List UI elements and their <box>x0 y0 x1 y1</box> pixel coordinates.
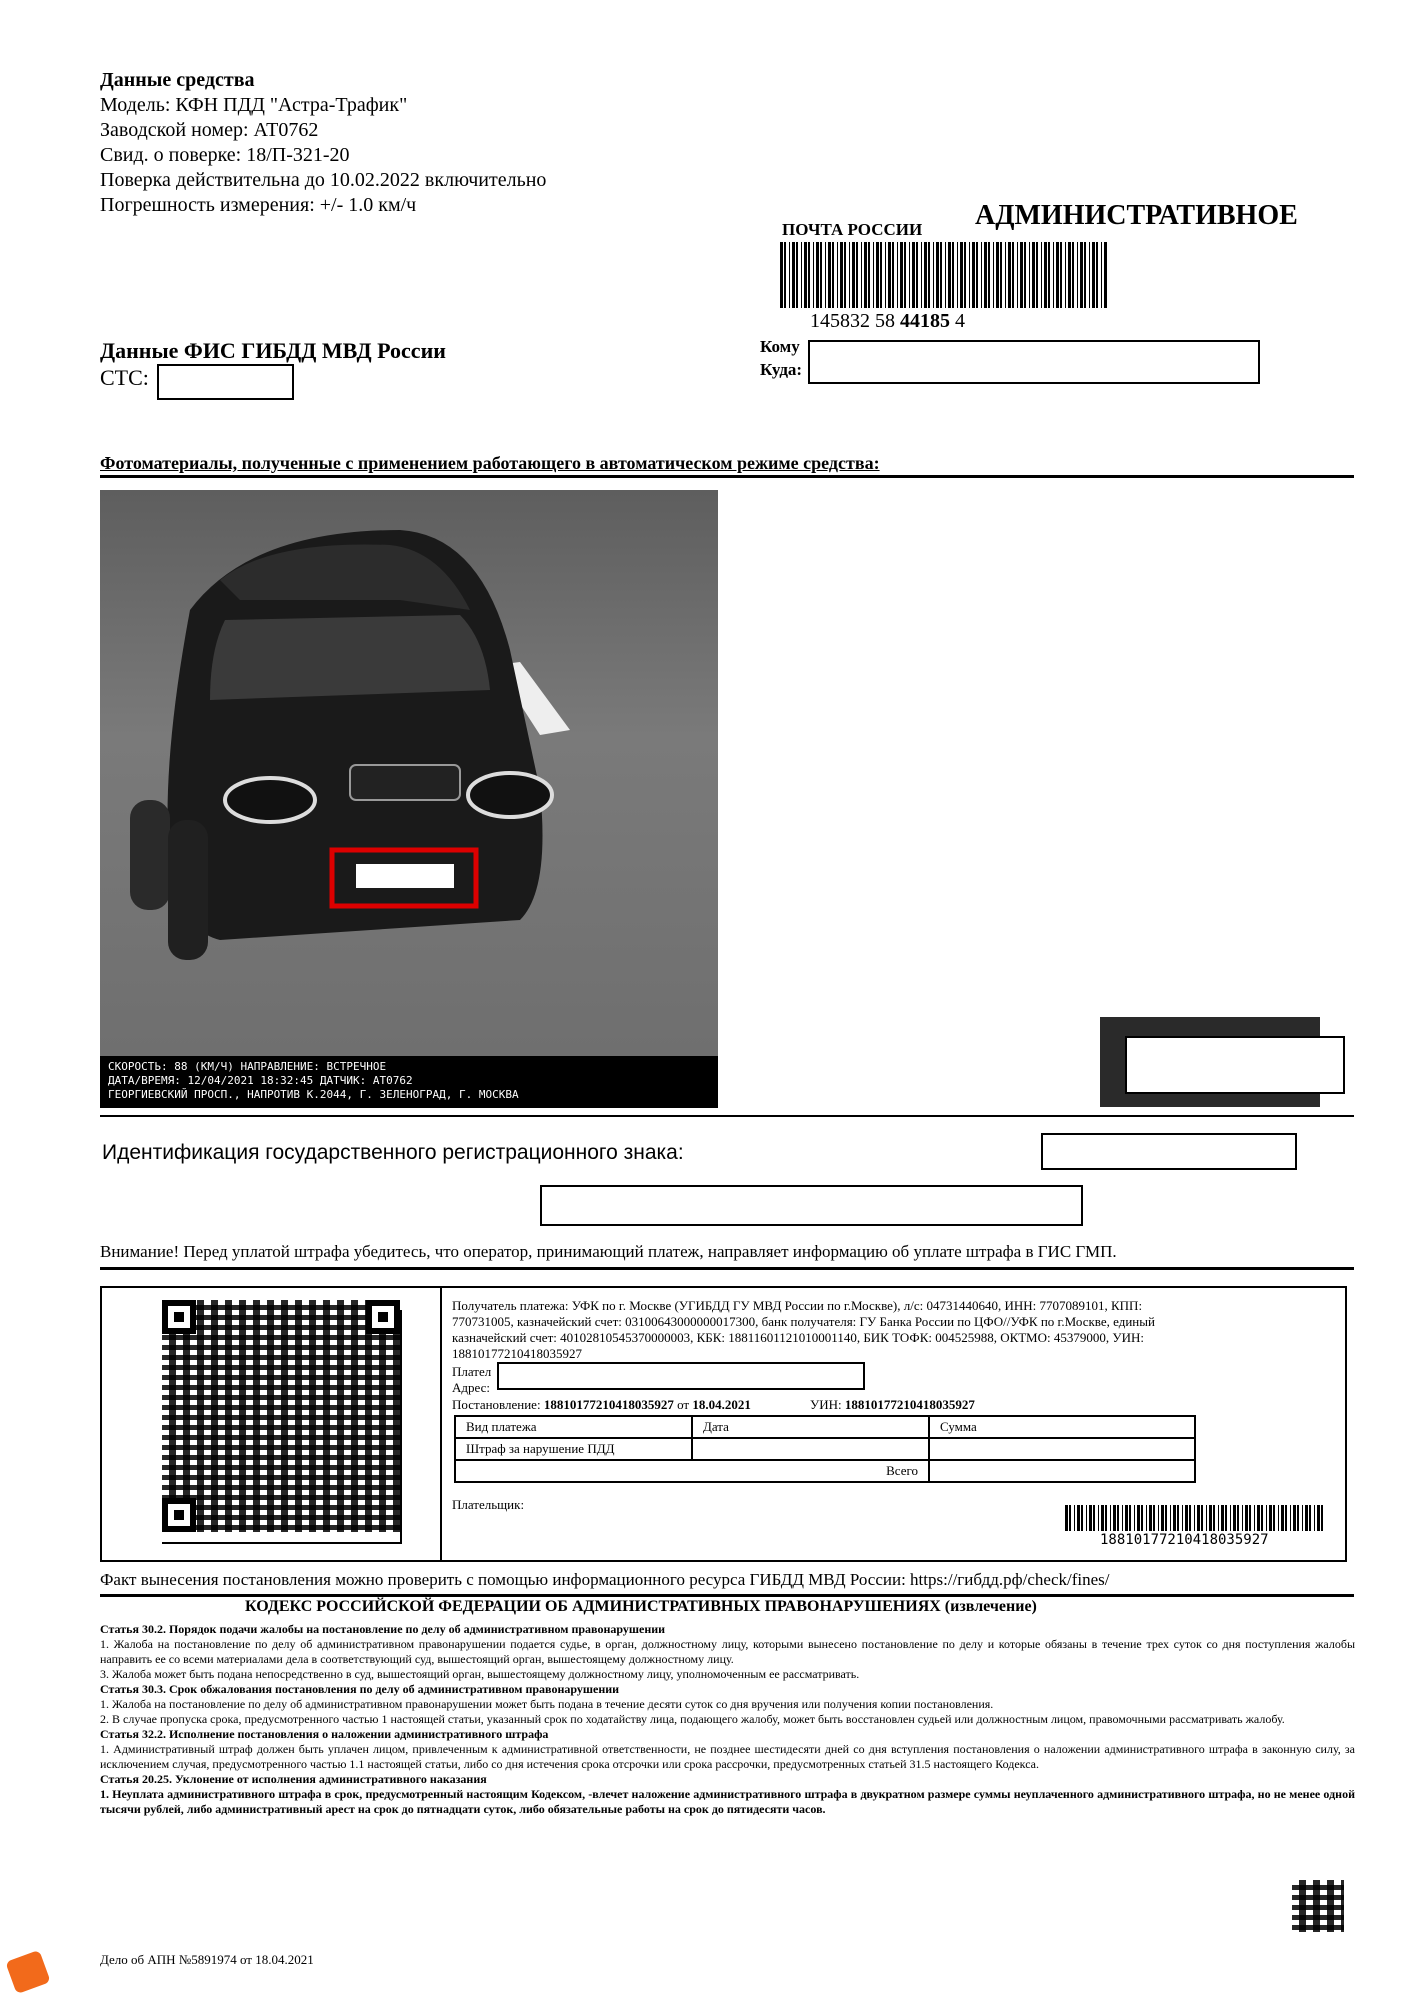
barcode-bar <box>825 242 826 308</box>
barcode-bar <box>804 242 807 308</box>
barcode-bar <box>1230 1505 1231 1531</box>
case-number: Дело об АПН №5891974 от 18.04.2021 <box>100 1952 314 1967</box>
barcode-bar <box>1060 242 1062 308</box>
barcode-bar <box>1293 1505 1296 1531</box>
barcode-bar <box>996 242 999 308</box>
barcode-bar <box>1086 1505 1087 1531</box>
qr-corner <box>162 1542 402 1544</box>
row-date <box>692 1438 929 1460</box>
device-heading: Данные средства <box>100 69 255 91</box>
barcode-bar <box>1194 1505 1195 1531</box>
barcode-bar <box>1213 1505 1215 1531</box>
barcode-bar <box>921 242 922 308</box>
barcode-bar <box>1249 1505 1251 1531</box>
barcode-bar <box>1077 1505 1080 1531</box>
barcode-bar <box>792 242 795 308</box>
barcode-bar <box>1233 1505 1236 1531</box>
barcode-bar <box>1069 1505 1071 1531</box>
barcode-bar <box>1209 1505 1212 1531</box>
payment-warning: Внимание! Перед уплатой штрафа убедитесь, что оператор, принимающий платеж, направляет информацию об уплате штрафа в ГИС ГМП. <box>100 1242 1117 1261</box>
barcode-bar <box>796 242 798 308</box>
barcode-bar <box>1153 1505 1155 1531</box>
barcode-bar <box>912 242 915 308</box>
barcode-bar <box>1125 1505 1128 1531</box>
post-barcode-number <box>810 310 965 333</box>
article-32-2-title: Статья 32.2. Исполнение постановления о наложении административного штрафа <box>100 1727 549 1741</box>
payer-redacted <box>497 1362 865 1390</box>
footer-qr-code <box>1292 1880 1344 1932</box>
barcode-bar <box>885 242 886 308</box>
sts-label: СТС: <box>100 365 149 390</box>
barcode-bar <box>1084 242 1086 308</box>
barcode-bar <box>1170 1505 1171 1531</box>
payment-barcode <box>1065 1505 1327 1531</box>
barcode-bar <box>1297 1505 1299 1531</box>
barcode-bar <box>900 242 903 308</box>
uin-label: УИН: <box>810 1397 845 1412</box>
barcode-bar <box>1096 242 1098 308</box>
barcode-bar <box>801 242 802 308</box>
uin-line <box>810 1397 975 1413</box>
barcode-prefix: 145832 58 <box>810 310 900 332</box>
barcode-bar <box>1146 1505 1147 1531</box>
plate-identification-label: Идентификация государственного регистрационного знака: <box>102 1141 684 1164</box>
barcode-bar <box>873 242 874 308</box>
article-32-2-p1: 1. Административный штраф должен быть уплачен лицом, привлеченным к административной ответственности, не позднее шестидесяти дней со дня вступления постановления о наложении административного штрафа в законную силу, за исключением случая, предусмотренного частью 1.1 настоящей статьи, либо со дня истечения срока отсрочки или срока рассрочки, предусмотренных статьей 31.5 настоящего Кодекса. <box>100 1742 1355 1771</box>
barcode-bar <box>1165 1505 1167 1531</box>
barcode-bar <box>1245 1505 1248 1531</box>
barcode-bar <box>936 242 939 308</box>
barcode-bar <box>897 242 898 308</box>
barcode-bar <box>1317 1505 1320 1531</box>
barcode-bar <box>1141 1505 1143 1531</box>
barcode-bar <box>1189 1505 1191 1531</box>
barcode-bar <box>1122 1505 1123 1531</box>
barcode-bar <box>1053 242 1054 308</box>
barcode-bar <box>1074 1505 1075 1531</box>
barcode-bar <box>1017 242 1018 308</box>
barcode-bar <box>868 242 870 308</box>
barcode-bar <box>1044 242 1047 308</box>
col-date: Дата <box>692 1416 929 1438</box>
barcode-bar <box>916 242 918 308</box>
total-label: Всего <box>455 1460 929 1482</box>
barcode-bar <box>1257 1505 1260 1531</box>
barcode-bar <box>981 242 982 308</box>
payer-short-label: Плател <box>452 1364 492 1379</box>
barcode-bar <box>1269 1505 1272 1531</box>
barcode-bar <box>1273 1505 1275 1531</box>
barcode-bar <box>933 242 934 308</box>
barcode-bar <box>1314 1505 1315 1531</box>
barcode-bar <box>1020 242 1023 308</box>
article-30-2-p3: 3. Жалоба может быть подана непосредственно в суд, вышестоящий орган, вышестоящему должностному лицу, уполномоченным ее рассматривать. <box>100 1667 860 1681</box>
row-sum <box>929 1438 1195 1460</box>
barcode-bar <box>1225 1505 1227 1531</box>
barcode-bar <box>1117 1505 1119 1531</box>
barcode-bar <box>957 242 958 308</box>
decree-line <box>452 1397 751 1413</box>
barcode-bar <box>993 242 994 308</box>
barcode-bar <box>1290 1505 1291 1531</box>
barcode-bar <box>1161 1505 1164 1531</box>
barcode-bar <box>1149 1505 1152 1531</box>
sts-redacted <box>157 364 294 400</box>
plate-redacted-2 <box>540 1185 1083 1226</box>
decree-number: 18810177210418035927 <box>543 1397 674 1412</box>
letter-type-title: АДМИНИСТРАТИВНОЕ <box>975 200 1298 231</box>
barcode-bar <box>928 242 930 308</box>
article-30-3-p1: 1. Жалоба на постановление по делу об административном правонарушении может быть подана в течение десяти суток со дня вручения или получения копии постановления. <box>100 1697 994 1711</box>
photo-divider <box>100 1115 1354 1117</box>
code-title <box>245 1598 1037 1616</box>
total-value <box>929 1460 1195 1482</box>
post-barcode <box>780 242 1110 308</box>
barcode-bar <box>1012 242 1014 308</box>
barcode-bar <box>1104 242 1107 308</box>
barcode-bar <box>1065 242 1066 308</box>
qr-corner <box>400 1310 402 1543</box>
barcode-bar <box>861 242 862 308</box>
post-label: ПОЧТА РОССИИ <box>782 220 923 239</box>
fis-heading: Данные ФИС ГИБДД МВД России <box>100 338 446 363</box>
article-20-25-title: Статья 20.25. Уклонение от исполнения административного наказания <box>100 1772 487 1786</box>
qr-finder <box>162 1498 196 1532</box>
barcode-bar <box>1177 1505 1179 1531</box>
payment-barcode-number: 18810177210418035927 <box>1100 1532 1269 1548</box>
payment-recipient: Получатель платежа: УФК по г. Москве (УГИБДД ГУ МВД России по г.Москве), л/с: 04731440640, ИНН: 7707089101, КПП: 770731005, казначейский счет: 03100643000000017300, банк получателя: ГУ Банка России по ЦФО//УФК по г.Москве, единый казначейский счет: 40102810545370000003, КБК: 18811601121010001140, БИК ТОФК: 004525988, ОКТМО: 45379000, УИН: 18810177210418035927 <box>452 1298 1155 1361</box>
barcode-bar <box>1048 242 1050 308</box>
barcode-bar <box>808 242 810 308</box>
barcode-bar <box>1077 242 1078 308</box>
barcode-bar <box>1309 1505 1311 1531</box>
caption-speed: СКОРОСТЬ: 88 (КМ/Ч) НАПРАВЛЕНИЕ: ВСТРЕЧНОЕ <box>108 1060 387 1073</box>
barcode-bar <box>813 242 814 308</box>
barcode-bar <box>1032 242 1035 308</box>
barcode-bar <box>1041 242 1042 308</box>
barcode-bar <box>888 242 891 308</box>
payment-qr-code <box>162 1300 400 1532</box>
barcode-bar <box>904 242 906 308</box>
photos-divider <box>100 475 1354 478</box>
barcode-bar <box>1129 1505 1131 1531</box>
barcode-bar <box>784 242 786 308</box>
barcode-bar <box>1092 242 1095 308</box>
barcode-bar <box>1081 1505 1083 1531</box>
table-total-row <box>455 1460 1195 1482</box>
barcode-bar <box>1261 1505 1263 1531</box>
payment-separator <box>440 1286 442 1560</box>
barcode-bar <box>892 242 894 308</box>
photos-heading: Фотоматериалы, полученные с применением работающего в автоматическом режиме средства: <box>100 453 880 473</box>
barcode-bar <box>1110 1505 1111 1531</box>
recipient-redacted <box>808 340 1260 384</box>
barcode-bar <box>1000 242 1002 308</box>
check-fact: Факт вынесения постановления можно проверить с помощью информационного ресурса ГИБДД МВД России: https://гибдд.рф/check/fines/ <box>100 1570 1110 1589</box>
col-payment-type: Вид платежа <box>455 1416 692 1438</box>
article-30-2-title: Статья 30.2. Порядок подачи жалобы на постановление по делу об административном правонарушении <box>100 1622 666 1636</box>
caption-datetime: ДАТА/ВРЕМЯ: 12/04/2021 18:32:45 ДАТЧИК: АТ0762 <box>108 1074 413 1087</box>
barcode-bar <box>1101 1505 1104 1531</box>
barcode-bar <box>1281 1505 1284 1531</box>
article-20-25-p1: 1. Неуплата административного штрафа в срок, предусмотренный настоящим Кодексом, -влечет наложение административного штрафа в двукратном размере суммы неуплаченного административного штрафа, но не менее одной тысячи рублей, либо административный арест на срок до пятнадцати суток, либо обязательные работы на срок до пятидесяти часов. <box>100 1787 1355 1816</box>
payment-table <box>454 1415 1196 1483</box>
barcode-bar <box>876 242 879 308</box>
barcode-bar <box>1068 242 1071 308</box>
barcode-bar <box>1266 1505 1267 1531</box>
article-30-3-p2: 2. В случае пропуска срока, предусмотренного частью 1 настоящей статьи, указанный срок по ходатайству лица, подающего жалобу, может быть восстановлен судьей или должностным лицом, правомочными рассматривать жалобу. <box>100 1712 1285 1726</box>
barcode-bar <box>820 242 822 308</box>
code-title-main: КОДЕКС РОССИЙСКОЙ ФЕДЕРАЦИИ ОБ АДМИНИСТРАТИВНЫХ ПРАВОНАРУШЕНИЯХ <box>245 1598 941 1615</box>
car-photo <box>100 490 718 1108</box>
barcode-bar <box>1185 1505 1188 1531</box>
barcode-bar <box>1093 1505 1095 1531</box>
address-label: Адрес: <box>452 1380 490 1395</box>
barcode-bar <box>1134 1505 1135 1531</box>
device-validity: Поверка действительна до 10.02.2022 включительно <box>100 169 547 191</box>
barcode-bar <box>849 242 850 308</box>
qr-finder <box>366 1300 400 1334</box>
device-info <box>100 68 546 218</box>
barcode-bar <box>1080 242 1083 308</box>
barcode-bar <box>864 242 867 308</box>
barcode-bar <box>1278 1505 1279 1531</box>
barcode-bar <box>1221 1505 1224 1531</box>
barcode-bar <box>789 242 790 308</box>
barcode-bar <box>964 242 966 308</box>
barcode-bar <box>1173 1505 1176 1531</box>
barcode-bar <box>1072 242 1074 308</box>
address-label: Куда: <box>760 360 803 379</box>
barcode-bar <box>972 242 975 308</box>
barcode-bar <box>837 242 838 308</box>
barcode-bar <box>1101 242 1102 308</box>
article-30-2-p1: 1. Жалоба на постановление по делу об административном правонарушении подается судье, в орган, должностному лицу, которыми вынесено постановление по делу и которые обязаны в течение трех суток со дня поступления жалобы направить ее со всеми материалами дела в соответствующий суд, вышестоящий орган, вышестоящему должностному лицу. <box>100 1637 1355 1666</box>
barcode-bar <box>960 242 963 308</box>
barcode-bar <box>1254 1505 1255 1531</box>
barcode-bar <box>780 242 783 308</box>
warning-divider <box>100 1267 1354 1270</box>
decree-label: Постановление: <box>452 1397 544 1412</box>
barcode-bar <box>1105 1505 1107 1531</box>
barcode-bar <box>924 242 927 308</box>
barcode-bar <box>1237 1505 1239 1531</box>
barcode-bar <box>1201 1505 1203 1531</box>
uin-value: 18810177210418035927 <box>844 1397 975 1412</box>
barcode-bar <box>1197 1505 1200 1531</box>
barcode-bar <box>840 242 843 308</box>
barcode-bar <box>1098 1505 1099 1531</box>
decree-date: 18.04.2021 <box>692 1397 751 1412</box>
barcode-bar <box>1089 242 1090 308</box>
decree-from: от <box>673 1397 693 1412</box>
barcode-bar <box>1137 1505 1140 1531</box>
barcode-bar <box>1158 1505 1159 1531</box>
barcode-bar <box>1206 1505 1207 1531</box>
plate-crop-redacted <box>1125 1036 1345 1094</box>
barcode-bar <box>828 242 831 308</box>
barcode-bar <box>1089 1505 1092 1531</box>
barcode-bar <box>945 242 946 308</box>
barcode-bar <box>1056 242 1059 308</box>
barcode-bar <box>1005 242 1006 308</box>
barcode-bar <box>1305 1505 1308 1531</box>
corner-logo <box>5 1950 50 1994</box>
barcode-bar <box>984 242 987 308</box>
barcode-suffix: 4 <box>950 310 965 332</box>
barcode-bar <box>940 242 942 308</box>
payer-label: Плательщик: <box>452 1497 525 1512</box>
barcode-bar <box>852 242 855 308</box>
barcode-bar <box>856 242 858 308</box>
barcode-bar <box>1113 1505 1116 1531</box>
barcode-bar <box>1242 1505 1243 1531</box>
table-row <box>455 1438 1195 1460</box>
barcode-bar <box>1065 1505 1068 1531</box>
qr-finder <box>162 1300 196 1334</box>
device-error: Погрешность измерения: +/- 1.0 км/ч <box>100 194 417 216</box>
barcode-bar <box>1008 242 1011 308</box>
table-header-row <box>455 1416 1195 1438</box>
barcode-bar <box>988 242 990 308</box>
row-payment-type: Штраф за нарушение ПДД <box>455 1438 692 1460</box>
barcode-bar <box>1285 1505 1287 1531</box>
barcode-bar <box>1024 242 1026 308</box>
code-title-suffix: (извлечение) <box>940 1598 1037 1615</box>
barcode-bar <box>948 242 951 308</box>
device-serial: Заводской номер: АТ0762 <box>100 119 319 141</box>
barcode-bar <box>1036 242 1038 308</box>
barcode-bar <box>1029 242 1030 308</box>
plate-identification-redacted <box>1041 1133 1297 1170</box>
barcode-bar <box>969 242 970 308</box>
car-illustration <box>100 490 718 1108</box>
device-model: Модель: КФН ПДД "Астра-Трафик" <box>100 94 408 116</box>
col-sum: Сумма <box>929 1416 1195 1438</box>
barcode-bar <box>1302 1505 1303 1531</box>
to-whom-label: Кому <box>760 337 800 356</box>
barcode-bar <box>952 242 954 308</box>
caption-location: ГЕОРГИЕВСКИЙ ПРОСП., НАПРОТИВ К.2044, Г. ЗЕЛЕНОГРАД, Г. МОСКВА <box>108 1088 519 1101</box>
barcode-bar <box>1218 1505 1219 1531</box>
barcode-bar <box>816 242 819 308</box>
barcode-bold: 44185 <box>900 310 950 332</box>
barcode-bar <box>880 242 882 308</box>
photo-caption <box>100 1056 718 1108</box>
barcode-bar <box>844 242 846 308</box>
barcode-bar <box>832 242 834 308</box>
barcode-bar <box>909 242 910 308</box>
code-text <box>100 1622 1355 1817</box>
check-divider <box>100 1594 1354 1597</box>
barcode-bar <box>976 242 978 308</box>
article-30-3-title: Статья 30.3. Срок обжалования постановления по делу об административном правонарушении <box>100 1682 620 1696</box>
device-certificate: Свид. о поверке: 18/П-321-20 <box>100 144 350 166</box>
barcode-bar <box>1182 1505 1183 1531</box>
barcode-bar <box>1321 1505 1323 1531</box>
